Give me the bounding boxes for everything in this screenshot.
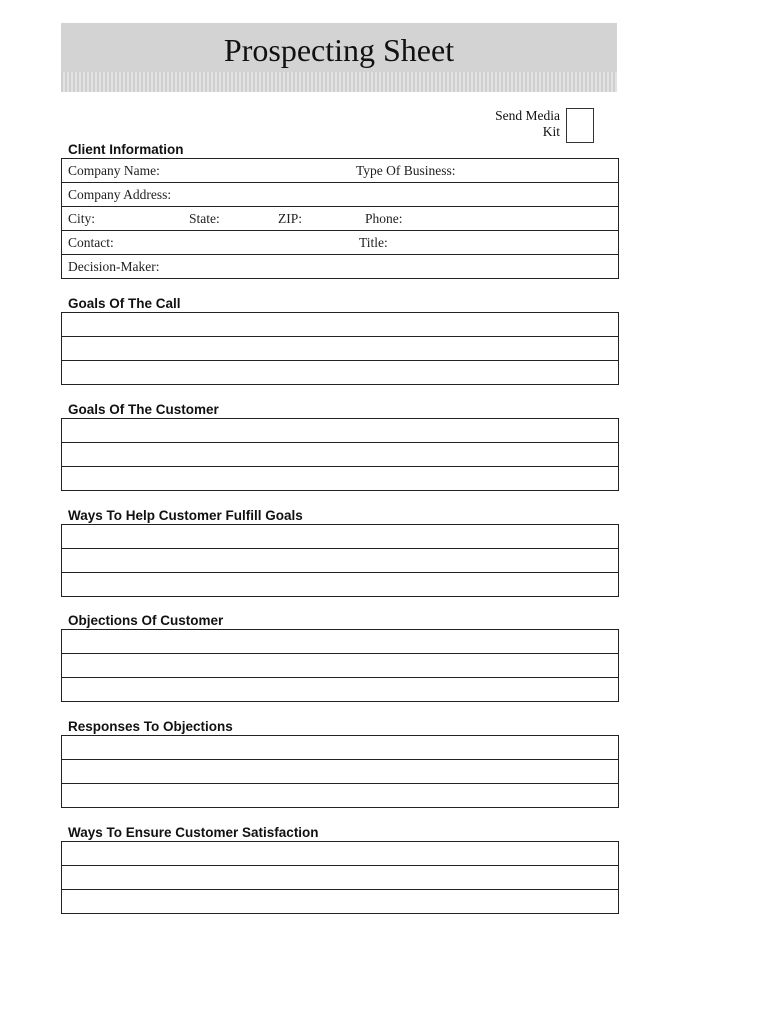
page-title: Prospecting Sheet (223, 32, 455, 68)
objections-line[interactable] (62, 653, 618, 677)
client-info-table (61, 158, 619, 279)
client-row-company[interactable] (62, 159, 618, 182)
ways-to-help-line[interactable] (62, 525, 618, 548)
send-media-line1: Send Media (495, 108, 560, 123)
satisfaction-line[interactable] (62, 889, 618, 913)
state-label: State: (189, 211, 220, 226)
city-label: City: (68, 211, 96, 226)
ways-to-help-line[interactable] (62, 572, 618, 596)
type-of-business-label: Type Of Business: (356, 163, 456, 178)
goals-of-customer-line[interactable] (62, 419, 618, 442)
client-row-contact[interactable] (62, 230, 618, 254)
goals-of-call-heading: Goals Of The Call (68, 296, 181, 311)
send-media-line2: Kit (542, 124, 560, 139)
ways-to-help-line[interactable] (62, 548, 618, 572)
goals-of-customer-heading: Goals Of The Customer (68, 402, 219, 417)
goals-of-customer-line[interactable] (62, 466, 618, 490)
satisfaction-line[interactable] (62, 842, 618, 865)
decision-maker-label: Decision-Maker: (68, 259, 160, 274)
zip-label: ZIP: (278, 211, 303, 226)
goals-of-call-line[interactable] (62, 336, 618, 360)
ways-to-help-table (61, 524, 619, 597)
satisfaction-line[interactable] (62, 865, 618, 889)
satisfaction-table (61, 841, 619, 914)
ways-to-help-heading: Ways To Help Customer Fulfill Goals (68, 508, 303, 523)
title-band (61, 23, 617, 92)
client-row-location[interactable] (62, 206, 618, 230)
phone-label: Phone: (365, 211, 403, 226)
client-info-heading: Client Information (68, 142, 184, 157)
title-stripe (61, 72, 617, 92)
goals-of-call-line[interactable] (62, 360, 618, 384)
goals-of-call-line[interactable] (62, 313, 618, 336)
company-address-label: Company Address: (68, 187, 172, 202)
client-row-address[interactable] (62, 182, 618, 206)
responses-line[interactable] (62, 759, 618, 783)
responses-heading: Responses To Objections (68, 719, 233, 734)
objections-heading: Objections Of Customer (68, 613, 224, 628)
responses-line[interactable] (62, 736, 618, 759)
contact-label: Contact: (68, 235, 114, 250)
title-label: Title: (359, 235, 388, 250)
objections-table (61, 629, 619, 702)
goals-of-customer-table (61, 418, 619, 491)
objections-line[interactable] (62, 630, 618, 653)
responses-table (61, 735, 619, 808)
company-name-label: Company Name: (68, 163, 160, 178)
responses-line[interactable] (62, 783, 618, 807)
goals-of-call-table (61, 312, 619, 385)
send-media-kit-checkbox[interactable] (566, 108, 594, 143)
objections-line[interactable] (62, 677, 618, 701)
goals-of-customer-line[interactable] (62, 442, 618, 466)
send-media-kit-label (470, 108, 560, 140)
satisfaction-heading: Ways To Ensure Customer Satisfaction (68, 825, 319, 840)
client-row-decision-maker[interactable] (62, 254, 618, 278)
